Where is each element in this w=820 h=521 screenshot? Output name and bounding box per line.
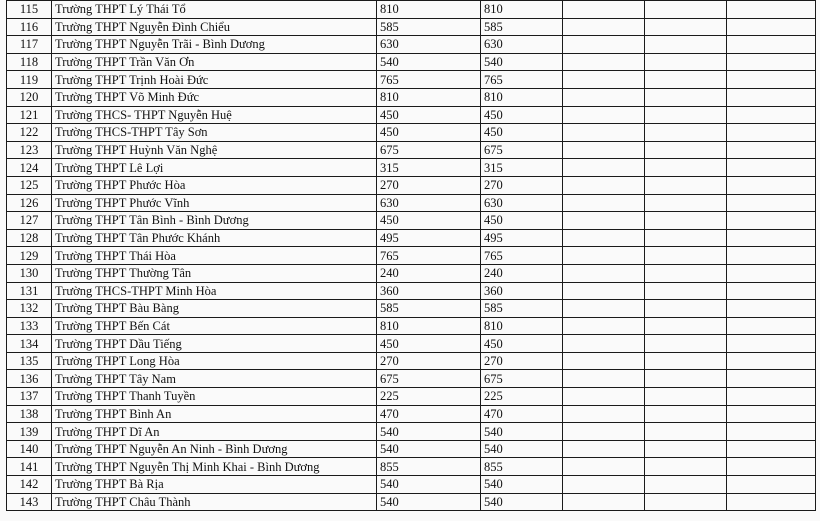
empty-cell	[645, 440, 727, 458]
empty-cell	[563, 106, 645, 124]
value-2-cell: 765	[481, 71, 563, 89]
empty-cell	[563, 247, 645, 265]
empty-cell	[563, 282, 645, 300]
empty-cell	[727, 53, 816, 71]
empty-cell	[727, 493, 816, 511]
empty-cell	[563, 440, 645, 458]
empty-cell	[727, 1, 816, 19]
empty-cell	[645, 159, 727, 177]
row-number-cell: 140	[7, 440, 52, 458]
empty-cell	[727, 212, 816, 230]
table-row	[7, 352, 816, 370]
empty-cell	[727, 282, 816, 300]
table-row	[7, 212, 816, 230]
row-number-cell: 128	[7, 229, 52, 247]
value-2-cell: 675	[481, 370, 563, 388]
table-row	[7, 159, 816, 177]
table-row	[7, 405, 816, 423]
empty-cell	[563, 1, 645, 19]
value-2-cell: 540	[481, 423, 563, 441]
row-number-cell: 117	[7, 36, 52, 54]
school-name-cell: Trường THPT Bà Rịa	[52, 476, 377, 494]
empty-cell	[645, 194, 727, 212]
value-1-cell: 450	[377, 106, 481, 124]
value-2-cell: 630	[481, 194, 563, 212]
value-2-cell: 810	[481, 317, 563, 335]
value-2-cell: 270	[481, 352, 563, 370]
empty-cell	[563, 212, 645, 230]
school-name-cell: Trường THPT Tây Nam	[52, 370, 377, 388]
school-name-cell: Trường THPT Tân Bình - Bình Dương	[52, 212, 377, 230]
empty-cell	[727, 317, 816, 335]
value-1-cell: 240	[377, 264, 481, 282]
row-number-cell: 129	[7, 247, 52, 265]
row-number-cell: 143	[7, 493, 52, 511]
school-name-cell: Trường THPT Lê Lợi	[52, 159, 377, 177]
empty-cell	[563, 141, 645, 159]
empty-cell	[727, 352, 816, 370]
value-2-cell: 765	[481, 247, 563, 265]
row-number-cell: 119	[7, 71, 52, 89]
table-row	[7, 440, 816, 458]
empty-cell	[645, 300, 727, 318]
table-row	[7, 141, 816, 159]
empty-cell	[563, 229, 645, 247]
empty-cell	[727, 18, 816, 36]
value-2-cell: 495	[481, 229, 563, 247]
table-row	[7, 124, 816, 142]
value-1-cell: 450	[377, 212, 481, 230]
table-row	[7, 388, 816, 406]
school-name-cell: Trường THPT Bàu Bàng	[52, 300, 377, 318]
empty-cell	[563, 335, 645, 353]
empty-cell	[727, 124, 816, 142]
empty-cell	[563, 71, 645, 89]
empty-cell	[563, 36, 645, 54]
empty-cell	[563, 18, 645, 36]
school-name-cell: Trường THPT Dĩ An	[52, 423, 377, 441]
schools-table-body	[7, 1, 816, 511]
value-2-cell: 585	[481, 18, 563, 36]
value-2-cell: 540	[481, 493, 563, 511]
row-number-cell: 142	[7, 476, 52, 494]
table-row	[7, 300, 816, 318]
value-2-cell: 540	[481, 53, 563, 71]
empty-cell	[563, 423, 645, 441]
value-1-cell: 270	[377, 176, 481, 194]
table-row	[7, 335, 816, 353]
value-2-cell: 540	[481, 476, 563, 494]
value-1-cell: 765	[377, 247, 481, 265]
empty-cell	[563, 88, 645, 106]
row-number-cell: 134	[7, 335, 52, 353]
value-1-cell: 810	[377, 317, 481, 335]
value-1-cell: 450	[377, 335, 481, 353]
empty-cell	[645, 106, 727, 124]
value-2-cell: 240	[481, 264, 563, 282]
empty-cell	[645, 405, 727, 423]
school-name-cell: Trường THPT Phước Hòa	[52, 176, 377, 194]
value-1-cell: 540	[377, 423, 481, 441]
empty-cell	[563, 370, 645, 388]
value-2-cell: 810	[481, 88, 563, 106]
empty-cell	[645, 458, 727, 476]
table-row	[7, 282, 816, 300]
empty-cell	[727, 159, 816, 177]
empty-cell	[727, 476, 816, 494]
school-name-cell: Trường THPT Thanh Tuyền	[52, 388, 377, 406]
empty-cell	[645, 36, 727, 54]
value-1-cell: 630	[377, 194, 481, 212]
empty-cell	[563, 53, 645, 71]
school-name-cell: Trường THPT Châu Thành	[52, 493, 377, 511]
empty-cell	[727, 106, 816, 124]
row-number-cell: 131	[7, 282, 52, 300]
row-number-cell: 116	[7, 18, 52, 36]
row-number-cell: 137	[7, 388, 52, 406]
empty-cell	[727, 458, 816, 476]
value-2-cell: 315	[481, 159, 563, 177]
empty-cell	[727, 229, 816, 247]
school-name-cell: Trường THPT Phước Vĩnh	[52, 194, 377, 212]
row-number-cell: 132	[7, 300, 52, 318]
empty-cell	[727, 388, 816, 406]
table-row	[7, 317, 816, 335]
empty-cell	[563, 458, 645, 476]
value-1-cell: 360	[377, 282, 481, 300]
empty-cell	[727, 300, 816, 318]
empty-cell	[727, 194, 816, 212]
table-row	[7, 264, 816, 282]
school-name-cell: Trường THPT Trịnh Hoài Đức	[52, 71, 377, 89]
empty-cell	[727, 88, 816, 106]
empty-cell	[727, 423, 816, 441]
school-name-cell: Trường THPT Dầu Tiếng	[52, 335, 377, 353]
empty-cell	[645, 1, 727, 19]
school-name-cell: Trường THPT Nguyễn An Ninh - Bình Dương	[52, 440, 377, 458]
value-1-cell: 450	[377, 124, 481, 142]
empty-cell	[727, 141, 816, 159]
empty-cell	[727, 370, 816, 388]
empty-cell	[563, 352, 645, 370]
empty-cell	[563, 476, 645, 494]
empty-cell	[563, 493, 645, 511]
row-number-cell: 136	[7, 370, 52, 388]
table-row	[7, 370, 816, 388]
empty-cell	[563, 388, 645, 406]
empty-cell	[645, 317, 727, 335]
empty-cell	[645, 229, 727, 247]
empty-cell	[645, 388, 727, 406]
table-row	[7, 458, 816, 476]
empty-cell	[645, 176, 727, 194]
table-row	[7, 176, 816, 194]
empty-cell	[727, 176, 816, 194]
value-2-cell: 470	[481, 405, 563, 423]
value-2-cell: 450	[481, 124, 563, 142]
value-2-cell: 675	[481, 141, 563, 159]
row-number-cell: 130	[7, 264, 52, 282]
empty-cell	[727, 247, 816, 265]
table-row	[7, 247, 816, 265]
value-1-cell: 470	[377, 405, 481, 423]
value-1-cell: 225	[377, 388, 481, 406]
value-1-cell: 810	[377, 88, 481, 106]
empty-cell	[563, 176, 645, 194]
row-number-cell: 118	[7, 53, 52, 71]
school-name-cell: Trường THPT Võ Minh Đức	[52, 88, 377, 106]
value-2-cell: 225	[481, 388, 563, 406]
row-number-cell: 125	[7, 176, 52, 194]
empty-cell	[727, 335, 816, 353]
empty-cell	[563, 159, 645, 177]
row-number-cell: 122	[7, 124, 52, 142]
empty-cell	[563, 317, 645, 335]
school-name-cell: Trường THCS- THPT Nguyễn Huệ	[52, 106, 377, 124]
row-number-cell: 123	[7, 141, 52, 159]
value-1-cell: 270	[377, 352, 481, 370]
value-1-cell: 630	[377, 36, 481, 54]
value-1-cell: 315	[377, 159, 481, 177]
school-name-cell: Trường THPT Nguyễn Trãi - Bình Dương	[52, 36, 377, 54]
table-row	[7, 53, 816, 71]
table-row	[7, 493, 816, 511]
table-row	[7, 18, 816, 36]
row-number-cell: 141	[7, 458, 52, 476]
value-1-cell: 540	[377, 440, 481, 458]
empty-cell	[645, 212, 727, 230]
empty-cell	[727, 264, 816, 282]
value-1-cell: 810	[377, 1, 481, 19]
row-number-cell: 139	[7, 423, 52, 441]
empty-cell	[563, 264, 645, 282]
value-2-cell: 855	[481, 458, 563, 476]
empty-cell	[645, 18, 727, 36]
empty-cell	[645, 493, 727, 511]
empty-cell	[645, 88, 727, 106]
value-2-cell: 810	[481, 1, 563, 19]
value-1-cell: 675	[377, 370, 481, 388]
schools-table	[6, 0, 816, 511]
value-2-cell: 450	[481, 106, 563, 124]
value-1-cell: 855	[377, 458, 481, 476]
empty-cell	[645, 53, 727, 71]
empty-cell	[645, 282, 727, 300]
table-row	[7, 106, 816, 124]
empty-cell	[645, 352, 727, 370]
empty-cell	[645, 71, 727, 89]
table-row	[7, 476, 816, 494]
value-2-cell: 270	[481, 176, 563, 194]
empty-cell	[645, 335, 727, 353]
school-name-cell: Trường THPT Nguyễn Đình Chiểu	[52, 18, 377, 36]
table-row	[7, 1, 816, 19]
school-name-cell: Trường THCS-THPT Minh Hòa	[52, 282, 377, 300]
value-1-cell: 675	[377, 141, 481, 159]
empty-cell	[727, 71, 816, 89]
table-row	[7, 71, 816, 89]
row-number-cell: 138	[7, 405, 52, 423]
table-row	[7, 36, 816, 54]
table-row	[7, 229, 816, 247]
school-name-cell: Trường THPT Nguyễn Thị Minh Khai - Bình Dương	[52, 458, 377, 476]
value-2-cell: 360	[481, 282, 563, 300]
empty-cell	[645, 423, 727, 441]
table-row	[7, 423, 816, 441]
empty-cell	[563, 124, 645, 142]
value-2-cell: 540	[481, 440, 563, 458]
row-number-cell: 121	[7, 106, 52, 124]
school-name-cell: Trường THPT Thái Hòa	[52, 247, 377, 265]
school-name-cell: Trường THPT Tân Phước Khánh	[52, 229, 377, 247]
school-name-cell: Trường THPT Huỳnh Văn Nghệ	[52, 141, 377, 159]
value-2-cell: 630	[481, 36, 563, 54]
value-1-cell: 585	[377, 300, 481, 318]
empty-cell	[645, 247, 727, 265]
school-name-cell: Trường THPT Bến Cát	[52, 317, 377, 335]
value-1-cell: 540	[377, 53, 481, 71]
value-1-cell: 540	[377, 493, 481, 511]
row-number-cell: 124	[7, 159, 52, 177]
school-name-cell: Trường THPT Lý Thái Tổ	[52, 1, 377, 19]
value-1-cell: 495	[377, 229, 481, 247]
value-2-cell: 585	[481, 300, 563, 318]
row-number-cell: 120	[7, 88, 52, 106]
empty-cell	[727, 405, 816, 423]
school-name-cell: Trường THPT Long Hòa	[52, 352, 377, 370]
value-2-cell: 450	[481, 335, 563, 353]
row-number-cell: 133	[7, 317, 52, 335]
empty-cell	[645, 124, 727, 142]
empty-cell	[645, 264, 727, 282]
empty-cell	[645, 370, 727, 388]
row-number-cell: 126	[7, 194, 52, 212]
empty-cell	[727, 440, 816, 458]
empty-cell	[727, 36, 816, 54]
table-row	[7, 88, 816, 106]
value-1-cell: 765	[377, 71, 481, 89]
school-name-cell: Trường THPT Bình An	[52, 405, 377, 423]
row-number-cell: 127	[7, 212, 52, 230]
school-name-cell: Trường THCS-THPT Tây Sơn	[52, 124, 377, 142]
empty-cell	[563, 405, 645, 423]
table-row	[7, 194, 816, 212]
value-1-cell: 585	[377, 18, 481, 36]
empty-cell	[645, 141, 727, 159]
value-2-cell: 450	[481, 212, 563, 230]
school-name-cell: Trường THPT Thường Tân	[52, 264, 377, 282]
row-number-cell: 135	[7, 352, 52, 370]
row-number-cell: 115	[7, 1, 52, 19]
value-1-cell: 540	[377, 476, 481, 494]
empty-cell	[645, 476, 727, 494]
school-name-cell: Trường THPT Trần Văn Ơn	[52, 53, 377, 71]
empty-cell	[563, 194, 645, 212]
empty-cell	[563, 300, 645, 318]
